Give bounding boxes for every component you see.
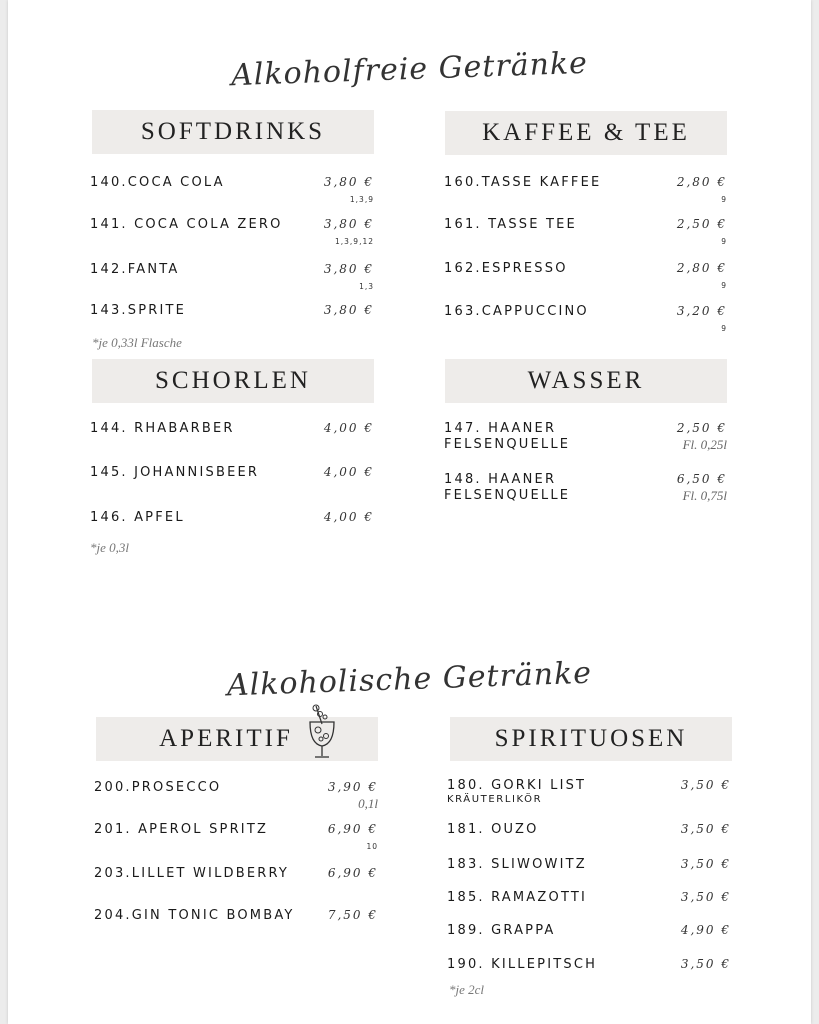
item-name: 189. GRAPPA: [447, 923, 556, 938]
item-name: 160.TASSE KAFFEE: [444, 175, 602, 190]
item-name: 145. JOHANNISBEER: [90, 465, 260, 480]
item-price: 3,50 €: [680, 778, 731, 792]
item-volume: Fl. 0,75l: [682, 488, 727, 503]
item-name: 200.PROSECCO: [94, 780, 222, 795]
item-name: 190. KILLEPITSCH: [447, 957, 598, 972]
item-price: 3,50 €: [680, 857, 731, 871]
item-price: 2,50 €: [676, 217, 727, 231]
item-name: 141. COCA COLA ZERO: [90, 217, 283, 232]
item-name: 185. RAMAZOTTI: [447, 890, 588, 905]
item-price: 3,80 €: [323, 217, 374, 231]
footnote-schorlen: *je 0,3l: [90, 540, 129, 555]
item-price: 3,50 €: [680, 957, 731, 971]
item-name: 148. HAANER: [444, 472, 557, 487]
item-additive-note: 9: [721, 324, 727, 333]
item-additive-note: 1,3,9,12: [334, 237, 374, 246]
item-name: 140.COCA COLA: [90, 175, 225, 190]
item-additive-note: 9: [721, 281, 727, 290]
item-name-line2: FELSENQUELLE: [444, 437, 571, 452]
item-price: 3,80 €: [323, 262, 374, 276]
item-price: 4,00 €: [323, 465, 374, 479]
item-name: 161. TASSE TEE: [444, 217, 577, 232]
item-price: 4,00 €: [323, 421, 374, 435]
item-price: 4,00 €: [323, 510, 374, 524]
item-name: 204.GIN TONIC BOMBAY: [94, 908, 295, 923]
header-schorlen: SCHORLEN: [92, 359, 374, 403]
header-spirituosen: SPIRITUOSEN: [450, 717, 732, 761]
item-price: 2,80 €: [676, 261, 727, 275]
item-price: 3,50 €: [680, 822, 731, 836]
item-price: 6,90 €: [327, 866, 378, 880]
footnote-spirituosen: *je 2cl: [449, 982, 485, 997]
item-additive-note: 1,3: [359, 282, 374, 291]
item-price: 7,50 €: [327, 908, 378, 922]
item-price: 3,50 €: [680, 890, 731, 904]
item-subtitle: KRÄUTERLIKÖR: [447, 794, 543, 805]
header-aperitif: APERITIF: [96, 717, 378, 761]
item-name: 180. GORKI LIST: [447, 778, 587, 793]
item-additive-note: 9: [721, 195, 727, 204]
footnote-softdrinks: *je 0,33l Flasche: [92, 335, 182, 350]
item-price: 6,50 €: [676, 472, 727, 486]
item-name: 162.ESPRESSO: [444, 261, 568, 276]
item-price: 3,80 €: [323, 303, 374, 317]
item-name: 201. APEROL SPRITZ: [94, 822, 269, 837]
item-volume: 0,1l: [358, 796, 378, 811]
item-name: 146. APFEL: [90, 510, 185, 525]
header-wasser: WASSER: [445, 359, 727, 403]
item-price: 4,90 €: [680, 923, 731, 937]
item-price: 3,90 €: [327, 780, 378, 794]
header-kaffee-tee: KAFFEE & TEE: [445, 111, 727, 155]
item-additive-note: 10: [366, 842, 378, 851]
item-name: 203.LILLET WILDBERRY: [94, 866, 290, 881]
item-name: 163.CAPPUCCINO: [444, 304, 589, 319]
item-name-line2: FELSENQUELLE: [444, 488, 571, 503]
item-price: 3,80 €: [323, 175, 374, 189]
title-alcoholic: Alkoholische Getränke: [226, 655, 593, 704]
title-non-alcoholic: Alkoholfreie Getränke: [230, 45, 589, 94]
item-additive-note: 1,3,9: [349, 195, 374, 204]
item-name: 143.SPRITE: [90, 303, 187, 318]
item-price: 3,20 €: [676, 304, 727, 318]
item-price: 2,80 €: [676, 175, 727, 189]
item-name: 147. HAANER: [444, 421, 557, 436]
item-additive-note: 9: [721, 237, 727, 246]
header-softdrinks: SOFTDRINKS: [92, 110, 374, 154]
item-name: 181. OUZO: [447, 822, 539, 837]
item-price: 2,50 €: [676, 421, 727, 435]
item-name: 144. RHABARBER: [90, 421, 235, 436]
item-name: 142.FANTA: [90, 262, 180, 277]
item-volume: Fl. 0,25l: [682, 437, 727, 452]
cocktail-glass-icon: [306, 700, 338, 760]
item-name: 183. SLIWOWITZ: [447, 857, 587, 872]
item-price: 6,90 €: [327, 822, 378, 836]
